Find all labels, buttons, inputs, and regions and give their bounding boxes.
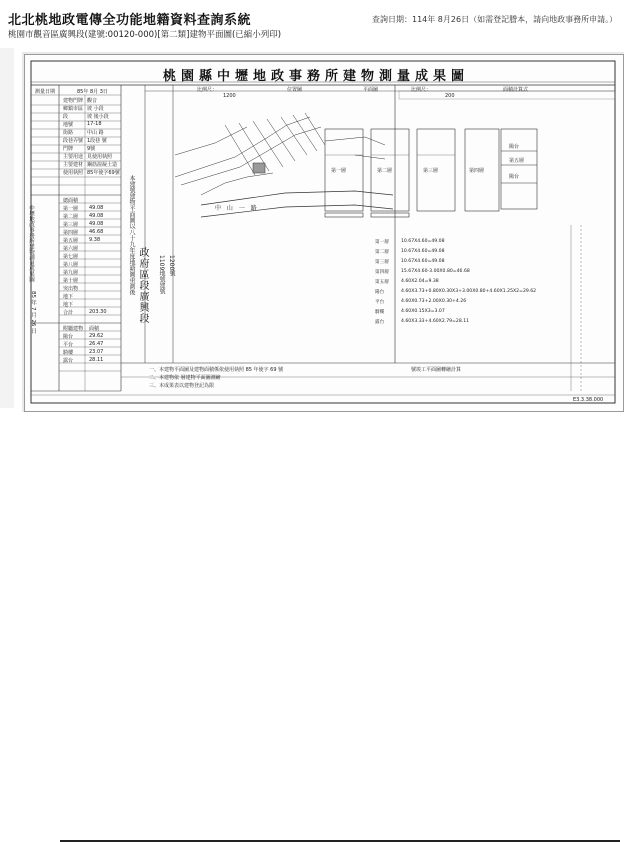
floor-row-label: 第二層 [63,214,79,220]
floor-label-5: 第五層 [509,158,525,164]
info-row-value: 17-18 [87,121,102,127]
info-row-value: 觀音 [87,98,98,104]
info-row-label: 主要用途 [63,154,84,160]
floor-row-label: 第五層 [63,238,79,244]
floor-row-label: 第八層 [63,262,79,268]
annex-row-value: 26.47 [89,341,104,347]
location-map-label: 位置圖 [287,87,303,93]
annex-row-value: 29.62 [89,333,104,339]
survey-date-label: 測量日期 [35,89,56,95]
floor-row-label: 突出物 [63,286,79,292]
floor-row-value: 9.38 [89,237,101,243]
site-plan-sketch [175,113,393,217]
annex-row-value: 23.07 [89,349,104,355]
area-line-formula: 10.67X4.60=49.08 [401,239,445,244]
annex-row-label: 平台 [63,342,74,348]
floor-row-label: 第三層 [63,222,79,228]
area-line-formula: 10.67X4.60=49.08 [401,259,445,264]
scroll-margin [0,48,14,408]
sheet-title: 桃園縣中壢地政事務所建物測量成果圖 [163,69,470,84]
info-row-label: 建物門牌 [63,98,84,104]
annex-row-label: 騎樓 [63,350,74,356]
info-row-value: 坡 小段 [87,106,104,112]
floor-row-label: 第四層 [63,230,79,236]
floor-row-value: 49.08 [89,205,104,211]
floor-row-value: 203.30 [89,309,107,315]
info-row-value: 坡 後小段 [87,114,109,120]
note-2: 二、本建物依 層建物平面圖測繪 [149,375,221,381]
area-line-label: 第二層 [375,250,389,255]
floor-row-label: 第六層 [63,246,79,252]
info-row-value: 中山 路 [87,130,104,136]
area-line-formula: 15.67X4.60-3.00X0.80=46.68 [401,269,470,274]
floor-label-3: 第三層 [423,168,439,174]
query-date-note: 查詢日期：114年 8月26日（如需登記謄本，請向地政事務所申請。） [372,15,618,24]
sheet-drawing [25,55,623,411]
annex-row-value: 面積 [89,326,100,332]
floor-row-label: 地下 [63,302,74,308]
info-row-value: 9號 [87,146,96,152]
floor-row-label: 合計 [63,310,74,316]
area-line-formula: 4.60X3.33+4.60X2.79=28.11 [401,319,470,324]
survey-date: 85年 8月 3日 [77,89,108,95]
floor-row-label: 總面積 [63,198,79,204]
sheet-border [31,61,615,403]
info-row-label: 主要建材 [63,162,84,168]
area-line-formula: 4.60X0.73+2.00X0.30+4.26 [401,299,467,304]
area-line-label: 陽台 [375,290,385,295]
stamp-district: 政府區段廣興段 [137,247,148,324]
area-calc-label: 面積計算式 [503,87,529,93]
info-row-value: 1段巷 號 [87,138,107,144]
area-line-formula: 4.60X0.15X3=3.07 [401,309,445,314]
page-header [0,0,640,44]
info-row-value: 鋼筋混凝土造 [87,162,118,168]
scale-plan-label: 比例尺： [197,87,218,93]
vertical-note: 本建號建物平面圖以八十九年度地籍圖重測後 [128,175,135,295]
info-row-value: 見使用執照 [87,154,113,160]
floor-row-label: 第九層 [63,270,79,276]
floor-label-2: 第二層 [377,168,393,174]
floor-row-label: 第七層 [63,254,79,260]
area-line-formula: 4.60X2.04=9.38 [401,279,439,284]
survey-sheet [24,54,624,412]
area-line-formula: 4.60X3.73+0.80X0.30X3+3.00X0.80+4.60X1.25X2=29.62 [401,289,537,294]
footer-number: E3.3.38.000 [573,397,604,403]
floor-row-label: 地下 [63,294,74,300]
annex-row-label: 附屬建物 [63,326,84,332]
floor-label-1: 第一層 [331,168,347,174]
area-line-label: 露台 [375,320,385,325]
document-title: 桃園市觀音區廣興段(建號:00120-000)[第二類]建物平面圖(已縮小列印) [8,30,282,40]
annex-row-value: 28.11 [89,357,104,363]
note-right: 號竣工平面圖轉繪計算 [411,367,462,373]
scale-floor-label: 比例尺： [411,87,432,93]
area-line-label: 第一層 [375,240,389,245]
info-row-label: 鄉鎮市區 [63,106,84,112]
side-date: 85 年 7 月 26 日 [30,291,36,334]
note-3: 三、本成果表以建物登記為限 [149,383,215,389]
area-line-formula: 10.67X4.60=49.08 [401,249,445,254]
area-line-label: 平台 [375,300,385,305]
stamp-lot: 1109地號建號 [158,255,165,295]
area-line-label: 第五層 [375,280,389,285]
note-1: 一、本建物平面圖及建物面積係依使用執照 85 年使字 69 號 [149,367,284,373]
scale-floor-value: 200 [445,93,455,99]
floor-row-label: 第一層 [63,206,79,212]
area-line-label: 第四層 [375,270,389,275]
floor-label-4: 第四層 [469,168,485,174]
info-row-label: 使用執照 [63,170,84,176]
bottom-bar [0,412,640,450]
info-row-label: 街路 [63,130,74,136]
annex-row-label: 陽台 [63,334,74,340]
floor-row-value: 46.68 [89,229,104,235]
area-line-label: 騎樓 [375,310,385,315]
info-row-value: 85年使字69號 [87,170,120,176]
road-label: 中 山 一 路 [215,205,259,212]
info-row-label: 地號 [63,122,74,128]
floor-label-balcony-1: 陽台 [509,144,520,150]
area-line-label: 第三層 [375,260,389,265]
info-row-label: 段 [63,114,69,120]
floor-row-label: 第十層 [63,278,79,284]
floor-row-value: 49.08 [89,213,104,219]
annex-row-label: 露台 [63,358,74,364]
floor-row-value: 49.08 [89,221,104,227]
scale-plan-value: 1200 [223,93,236,99]
floor-plan-label: 平面圖 [363,87,379,93]
floor-label-balcony-2: 陽台 [509,174,520,180]
app-title: 北北桃地政電傳全功能地籍資料查詢系統 [8,13,252,28]
info-row-label: 段巷弄號 [63,138,84,144]
side-text-left: 中壢地政事務所建物測量成果圖 [28,205,34,282]
info-row-label: 門牌 [63,146,74,152]
stamp-number: 1200號 [168,255,175,277]
